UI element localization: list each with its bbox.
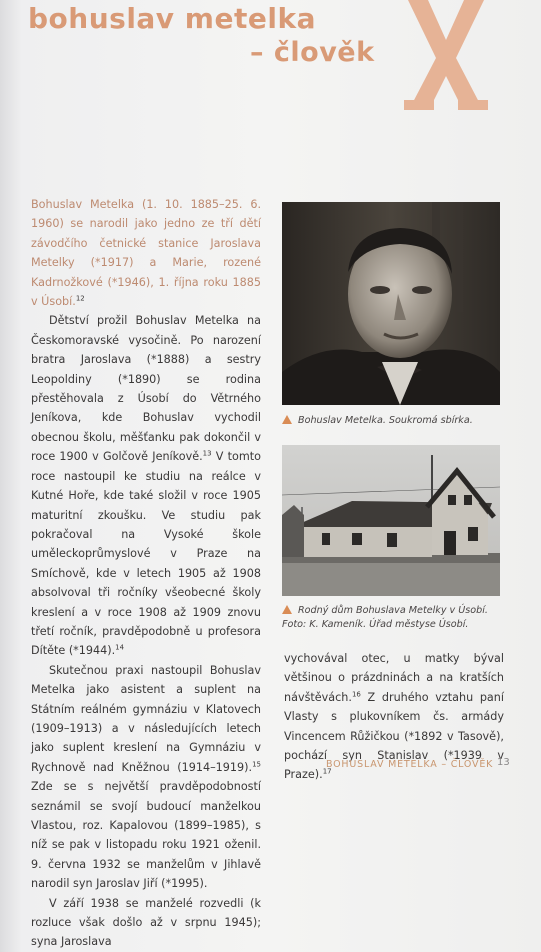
paragraph-right-1-cont: Z druhého vztahu paní Vlasty s plukovníkem čs. armády Vincencem Růžičkou (*1892 v Tasově), pochází syn Stanislav (*1939 v Praze). [284, 690, 504, 782]
body-column-left [31, 195, 261, 952]
footnote-ref: 13 [202, 449, 212, 458]
photo-caption-1 [282, 414, 502, 428]
running-footer: BOHUSLAV METELKA – ČLOVĚK [326, 759, 494, 770]
page-number: 13 [497, 757, 510, 768]
monogram-logo [400, 0, 492, 112]
paragraph-1 [31, 195, 261, 311]
footnote-ref: 12 [75, 294, 85, 303]
chapter-title-line-1: bohuslav metelka [28, 2, 316, 35]
footnote-ref: 16 [351, 690, 361, 699]
caption-1-text: Bohuslav Metelka. Soukromá sbírka. [298, 415, 473, 426]
footnote-ref: 17 [322, 767, 332, 776]
chapter-title-line-2: – člověk [250, 37, 375, 68]
paragraph-2-text: Dětství prožil Bohuslav Metelka na Českomoravské vysočině. Po narození bratra Jaroslava (*1888) a sestry Leopoldiny (*1890) se rodina přestěhovala z Úsobí do Větrného Jeníkova, kde Bohuslav vychodil obecnou školu, měšťanku pak dokončil v roce 1900 v Golčově Jeníkově. [31, 314, 261, 464]
paragraph-2-cont: V tomto roce nastoupil ke studiu na reálce v Kutné Hoře, kde také složil v roce 1905 maturitní zkoušku. Ve studiu pak pokračoval na Vysoké škole uměleckoprůmyslové v Praze na Smíchově, kde v letech 1905 až 1908 absolvoval tři ročníky všeobecné školy kreslení a v roce 1908 až 1909 znovu třetí ročník, pravděpodobně u profesora Dítěte (*1944). [31, 450, 261, 658]
footnote-ref: 15 [252, 760, 261, 769]
photo-caption-2 [282, 604, 504, 632]
paragraph-3 [31, 661, 261, 894]
caption-2-text: Rodný dům Bohuslava Metelky v Úsobí. Foto: K. Kameník. Úřad městyse Úsobí. [282, 605, 488, 630]
triangle-bullet-icon [282, 605, 292, 614]
paragraph-2 [31, 311, 261, 660]
lead-in: Bohuslav Metelka (1. 10. 1885–25. 6. 1960) se narodil jako jedno ze tří dětí závodčího četnické stanice Jaroslava Metelky (*1917) a Marie, rozené Kadrnožkové (*1946), 1. října roku 1885 v Úsobí. [31, 198, 261, 309]
paragraph-3-cont: Zde se s největší pravděpodobností seznámil se svojí budoucí manželkou Vlastou, roz. Kapalovou (1899–1985), s níž se pak v listopadu roku 1921 oženil. 9. června 1932 se manželům v Jihlavě narodil syn Jaroslav Jiří (*1995). [31, 780, 261, 891]
house-photo [282, 445, 500, 596]
paragraph-3-text: Skutečnou praxi nastoupil Bohuslav Metelka jako asistent a suplent na Státním reálném gymnáziu v Klatovech (1909–1913) a v následujících letech jako suplent kreslení na Gymnáziu v Rychnově nad Kněžnou (1914–1919). [31, 663, 261, 774]
footnote-ref: 14 [115, 643, 125, 652]
triangle-bullet-icon [282, 415, 292, 424]
paragraph-right-1-text: vychovával otec, u matky býval většinou o prázdninách a na kratších návštěvách. [284, 652, 504, 704]
portrait-photo [282, 202, 500, 405]
paragraph-4: V září 1938 se manželé rozvedli (k rozluce však došlo až v srpnu 1945); syna Jaroslava [31, 896, 261, 949]
